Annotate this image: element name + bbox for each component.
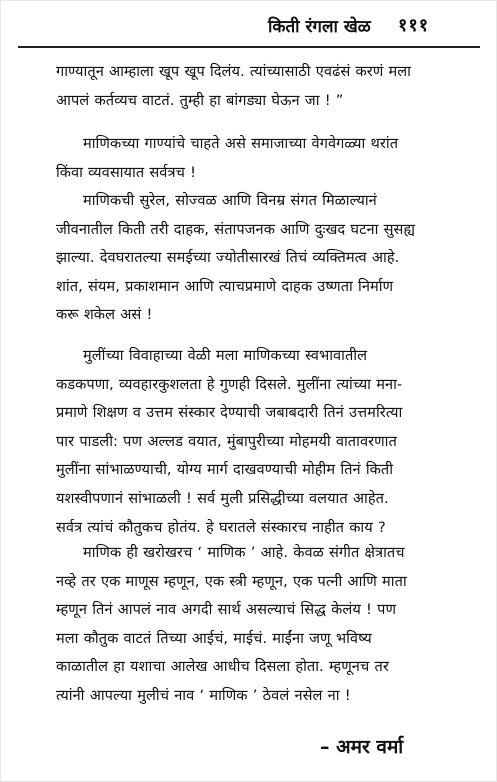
text-line: त्यांनी आपल्या मुलीचं नाव ‘ माणिक ’ ठेवलं नसेल ना ! xyxy=(56,686,351,704)
text-line: यशस्वीपणानं सांभाळली ! सर्व मुली प्रसिद्धीच्या वलयात आहेत. xyxy=(56,489,389,507)
paragraph-5 xyxy=(56,539,475,711)
text-line: काळातील हा यशाचा आलेख आधीच दिसला होता. म्हणूनच तर xyxy=(56,658,389,676)
text-line: झाल्या. देवघरातल्या समईच्या ज्योतीसारखं तिचं व्यक्तिमत्व आहे. xyxy=(56,249,400,267)
text-line: मुलींच्या विवाहाच्या वेळी मला माणिकच्या स्वभावातील xyxy=(83,347,368,364)
text-line: सर्वत्र त्यांचं कौतुकच होतंय. हे घरातले संस्कारच नाहीत काय ? xyxy=(56,518,386,536)
text-line: माणिक ही खरोखरच ‘ माणिक ’ आहे. केवळ संगीत क्षेत्रातच xyxy=(83,544,405,561)
page-header xyxy=(0,14,497,40)
running-title: किती रंगला खेळ xyxy=(268,17,371,37)
text-line: माणिकची सुरेल, सोज्वळ आणि विनम्र संगत मिळाल्यानं xyxy=(83,192,377,209)
text-line: प्रमाणे शिक्षण व उत्तम संस्कार देण्याची जबाबदारी तिनं उत्तमरित्या xyxy=(56,404,403,422)
text-line: गाण्यातून आम्हाला खूप खूप दिलंय. त्यांच्यासाठी एवढंसं करणं मला xyxy=(56,63,412,80)
text-line: किंवा व्यवसायात सर्वत्रच ! xyxy=(56,163,196,181)
text-line: म्हणून तिनं आपलं नाव अगदी सार्थ असल्याचं सिद्ध केलंय ! पण xyxy=(56,601,397,619)
header-rule xyxy=(18,46,480,48)
text-line: नव्हे तर एक माणूस म्हणून, एक स्त्री म्हणून, एक पत्नी आणि माता xyxy=(56,572,407,590)
page-number: १११ xyxy=(398,15,430,36)
text-line: मुलींना सांभाळण्याची, योग्य मार्ग दाखवण्याची मोहीम तिनं किती xyxy=(56,461,394,479)
author-signature: – अमर वर्मा xyxy=(320,736,404,758)
text-line: करू शकेल असं ! xyxy=(56,306,153,324)
paragraph-3 xyxy=(56,187,475,330)
text-line: जीवनातील किती तरी दाहक, संतापजनक आणि दुःखद घटना सुसह्य xyxy=(56,220,415,238)
text-line: मला कौतुक वाटतं तिच्या आईचं, माईचं. माईंना जणू भविष्य xyxy=(56,629,372,647)
paragraph-1 xyxy=(56,58,475,115)
text-line: आपलं कर्तव्यच वाटतं. तुम्ही हा बांगड्या घेऊन जा ! ” xyxy=(56,91,344,109)
paragraph-4 xyxy=(56,342,475,542)
text-line: शांत, संयम, प्रकाशमान आणि त्याचप्रमाणे दाहक उष्णता निर्माण xyxy=(56,277,394,295)
text-line: कडकपणा, व्यवहारकुशलता हे गुणही दिसले. मुलींना त्यांच्या मना- xyxy=(56,375,403,393)
text-line: पार पाडली: पण अल्लड वयात, मुंबापुरीच्या मोहमयी वातावरणात xyxy=(56,432,397,450)
paragraph-2 xyxy=(56,130,475,187)
text-line: माणिकच्या गाण्यांचे चाहते असे समाजाच्या वेगवेगळ्या थरांत xyxy=(83,135,399,152)
